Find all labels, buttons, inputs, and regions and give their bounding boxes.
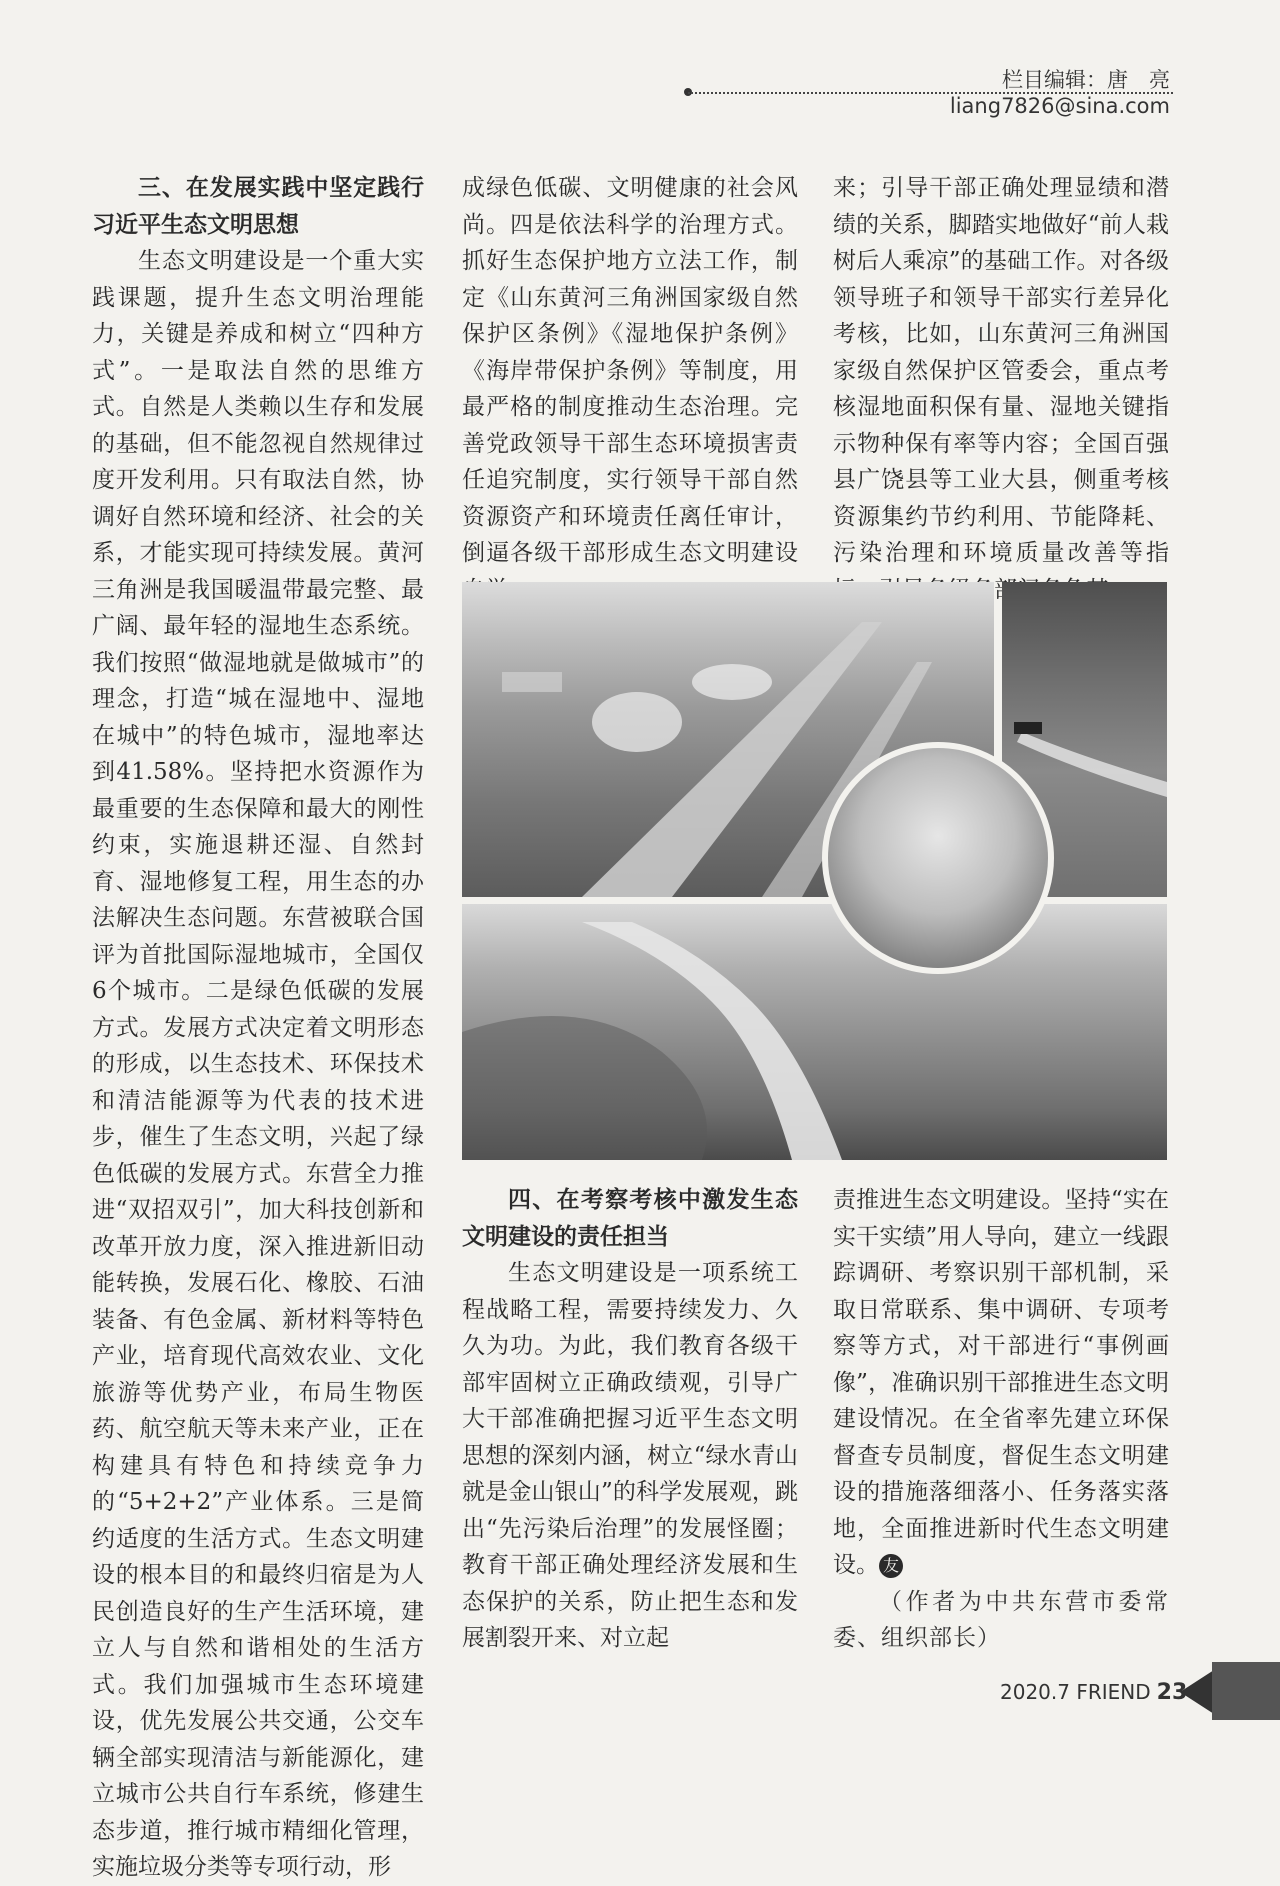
- section-3-heading: 三、在发展实践中坚定践行习近平生态文明思想: [92, 175, 424, 238]
- article-column-2-bottom: [462, 1182, 798, 1652]
- section-4-continuation-top: 来；引导干部正确处理显绩和潜绩的关系，脚踏实地做好“前人栽树后人乘凉”的基础工作。对各级领导班子和领导干部实行差异化考核，比如，山东黄河三角洲国家级自然保护区管委会，重点考核湿地面积保有量、湿地关键指示物种保有率等内容；全国百强县广饶县等工业大县，侧重考核资源集约节约利用、节能降耗、污染治理和环境质量改善等指: [833, 175, 1169, 566]
- friend-end-mark-icon: 友: [879, 1554, 903, 1578]
- article-column-1: [92, 170, 424, 1880]
- header-rule: [688, 92, 1173, 94]
- page-footer: [1000, 1680, 1187, 1705]
- section-3-continuation: 成绿色低碳、文明健康的社会风尚。四是依法科学的治理方式。抓好生态保护地方立法工作，制定《山东黄河三角洲国家级自然保护区条例》《湿地保护条例》《海岸带保护条例》等制度，用最严格的制度推动生态治理。完善党政领导干部生态环境损害责任追究制度，实行领导干部自然资源资产和环境责任离任审计，倒逼各级干部形成生态文明建设: [462, 175, 798, 566]
- article-column-3-bottom: [833, 1182, 1169, 1652]
- article-column-2-top: [462, 170, 798, 570]
- issue-label: 2020.7 FRIEND: [1000, 1680, 1151, 1704]
- photo-birds-circle: [822, 742, 1054, 974]
- page-arrow-icon: [1180, 1670, 1214, 1714]
- article-column-3-top: [833, 170, 1169, 570]
- section-4-paragraph-end: [833, 1182, 1169, 1584]
- column-editor-credit: 栏目编辑：唐 亮 liang7826@sina.com: [949, 68, 1170, 118]
- page-number: 23: [1156, 1680, 1188, 1705]
- section-4-paragraph: 生态文明建设是一项系统工程战略工程，需要持续发力、久久为功。为此，我们教育各级干部牢固树立正确政绩观，引导广大干部准确把握习近平生态文明思想的深刻内涵，树立“绿水青山就是金山银山”的科学发展观，跳出“先污染后治理”的发展怪圈；教育干部正确处理经济发展和生态保护的关系，防止把生态和发展割裂开来、对立起: [462, 1260, 798, 1651]
- section-4-heading: 四、在考察考核中激发生态文明建设的责任担当: [462, 1187, 798, 1250]
- section-3-paragraph: 生态文明建设是一个重大实践课题，提升生态文明治理能力，关键是养成和树立“四种方式”。一是取法自然的思维方式。自然是人类赖以生存和发展的基础，但不能忽视自然规律过度开发利用。只有取法自然，协调好自然环境和经济、社会的关系，才能实现可持续发展。黄河三角洲是我国暖温带最完整、最广阔、最年轻的湿地生态系统。我们按照“做湿地就是做城市”的理念，打造“城在湿地中、湿地在城中”的特色城市，湿地率达到41.58%。坚持把水资源作为最重要的生态保障和最大的刚性约束，实施退耕还湿、自然封育、湿地修复工程，用生态的办法解决生态问题。东营被联合国评为首批国际湿地城市，全国仅6个城市。二是绿色低碳的发展方式。发展方式决定着文明形态的形成，以生态技术、环保技术和清洁能源等为代表的技术进步，催生了生态文明，兴起了绿色低碳的发展方式。东营全力推进“双招双引”，加大科技创新和改革开放力度，深入推进新旧动能转换，发展石化、橡胶、石油装备、有色金属、新材料等特色产业，培育现代高效农业、文化旅游等优势产业，布局生物医药、航空航天等未来产业，正在构建具有特色和持续竞争力的“5+2+2”产业体系。三是简约适度的生活方式。生态文明建设的根本目的和最终归宿是为人民创造良好的生产生活环境，建立人与自然和谐相处的生活方式。我们加强城市生态环境建设，优先发展公共交通，公交车辆全部实现清洁与新能源化，建立城市公共自行车系统，修建生态步道，推行城市精细化管理，实施垃圾分类等专项行动，形: [92, 248, 424, 1880]
- photo-collage: [462, 582, 1167, 1160]
- section-4-closing-text: 责推进生态文明建设。坚持“实在实干实绩”用人导向，建立一线跟踪调研、考察识别干部机制，采取日常联系、集中调研、专项考察等方式，对干部进行“事例画像”，准确识别干部推进生态文明建设情况。在全省率先建立环保督查专员制度，督促生态文明建设的措施落细落小、任务落实落地，全面推进新时代生态文明建设。: [833, 1187, 1169, 1578]
- page-edge-tab: [1212, 1662, 1280, 1720]
- author-byline: （作者为中共东营市委常委、组织部长）: [833, 1588, 1169, 1651]
- collage-details: [462, 582, 1167, 1160]
